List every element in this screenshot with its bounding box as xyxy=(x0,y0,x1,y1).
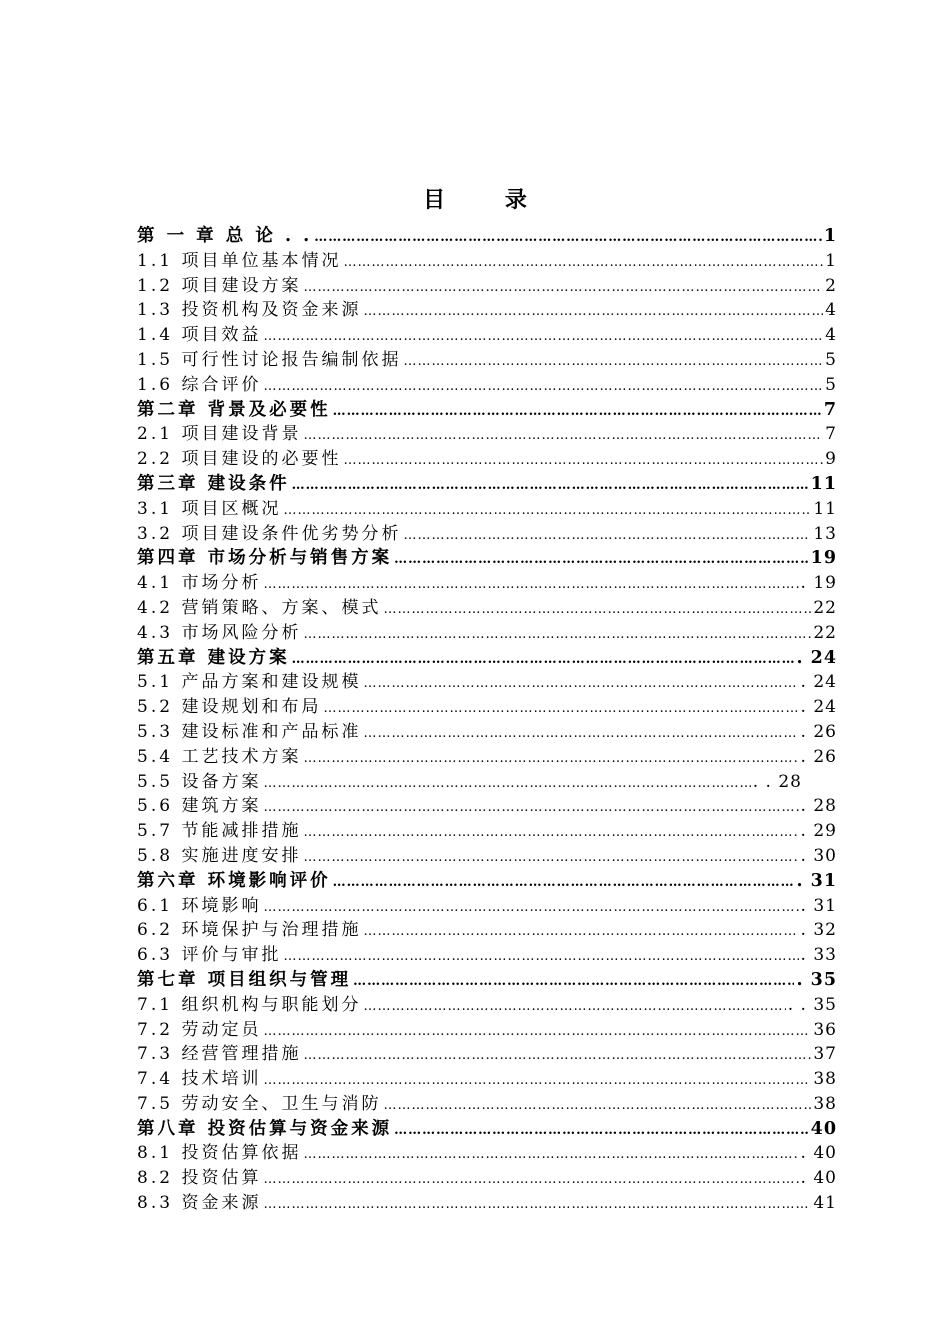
toc-dot-leader xyxy=(263,772,750,795)
toc-dot-leader xyxy=(363,300,823,323)
toc-section-entry[interactable] xyxy=(137,770,802,795)
toc-dot-leader xyxy=(303,747,798,770)
toc-page-number: . 40 xyxy=(800,1143,837,1164)
toc-dot-leader xyxy=(263,375,823,398)
toc-dot-leader xyxy=(303,1143,798,1166)
toc-entry-label: 第四章 市场分析与销售方案 xyxy=(137,548,393,569)
toc-page-number: 22 xyxy=(813,597,837,618)
toc-section-entry[interactable] xyxy=(137,1018,837,1043)
toc-section-entry[interactable] xyxy=(137,844,837,869)
toc-entry-label: 5.7 节能减排措施 xyxy=(137,821,302,842)
toc-page-number: 13 xyxy=(813,523,837,544)
toc-section-entry[interactable] xyxy=(137,670,837,695)
toc-section-entry[interactable] xyxy=(137,422,837,447)
toc-section-entry[interactable] xyxy=(137,1166,837,1191)
table-of-contents xyxy=(137,224,837,1216)
toc-chapter-entry[interactable] xyxy=(137,646,837,671)
toc-dot-leader xyxy=(292,648,795,671)
toc-entry-label: 5.8 实施进度安排 xyxy=(137,845,302,866)
toc-entry-label: 2.1 项目建设背景 xyxy=(137,424,302,445)
toc-dot-leader xyxy=(303,821,798,844)
toc-chapter-entry[interactable] xyxy=(137,968,837,993)
toc-page-number: . 28 xyxy=(800,796,837,817)
toc-page-number: . 30 xyxy=(800,845,837,866)
toc-dot-leader xyxy=(403,524,811,547)
toc-chapter-entry[interactable] xyxy=(137,472,837,497)
toc-section-entry[interactable] xyxy=(137,993,837,1018)
toc-page-number: . 31 xyxy=(796,870,837,891)
toc-page-number: 38 xyxy=(813,1069,837,1090)
toc-entry-label: 8.1 投资估算依据 xyxy=(137,1143,302,1164)
toc-section-entry[interactable] xyxy=(137,918,837,943)
toc-entry-label: 4.1 市场分析 xyxy=(137,573,262,594)
toc-dot-leader xyxy=(283,499,811,522)
toc-chapter-entry[interactable] xyxy=(137,398,837,423)
toc-dot-leader xyxy=(363,995,785,1018)
toc-page-number: . 29 xyxy=(800,821,837,842)
toc-dot-leader xyxy=(283,945,798,968)
toc-section-entry[interactable] xyxy=(137,621,837,646)
toc-chapter-entry[interactable] xyxy=(137,1117,837,1142)
toc-dot-leader xyxy=(323,697,798,720)
toc-page-number: 36 xyxy=(813,1019,837,1040)
toc-dot-leader xyxy=(263,573,798,596)
toc-dot-leader xyxy=(303,623,811,646)
toc-dot-leader xyxy=(333,871,795,894)
toc-entry-label: 5.3 建设标准和产品标准 xyxy=(137,721,362,742)
toc-entry-label: 第三章 建设条件 xyxy=(137,473,290,494)
toc-page-number: 2 xyxy=(825,275,837,296)
toc-dot-leader xyxy=(353,970,794,993)
toc-dot-leader xyxy=(263,1069,811,1092)
toc-entry-label: 第五章 建设方案 xyxy=(137,647,290,668)
toc-page-number: . 40 xyxy=(800,1168,837,1189)
toc-page-number: . 31 xyxy=(800,895,837,916)
toc-chapter-entry[interactable] xyxy=(137,224,837,249)
toc-section-entry[interactable] xyxy=(137,249,837,274)
toc-page-number: 5 xyxy=(825,374,837,395)
toc-chapter-entry[interactable] xyxy=(137,869,837,894)
toc-chapter-entry[interactable] xyxy=(137,546,837,571)
toc-section-entry[interactable] xyxy=(137,745,837,770)
toc-section-entry[interactable] xyxy=(137,1092,837,1117)
toc-section-entry[interactable] xyxy=(137,794,837,819)
toc-section-entry[interactable] xyxy=(137,894,837,919)
toc-section-entry[interactable] xyxy=(137,720,837,745)
toc-entry-label: 1.3 投资机构及资金来源 xyxy=(137,300,362,321)
toc-dot-leader xyxy=(363,672,798,695)
toc-page-number: . 33 xyxy=(800,945,837,966)
toc-section-entry[interactable] xyxy=(137,596,837,621)
toc-dot-leader xyxy=(363,920,798,943)
toc-entry-label: 7.1 组织机构与职能划分 xyxy=(137,994,362,1015)
toc-dot-leader xyxy=(303,276,823,299)
toc-section-entry[interactable] xyxy=(137,522,837,547)
toc-page-number: 7 xyxy=(823,399,837,420)
toc-entry-label: 4.2 营销策略、方案、模式 xyxy=(137,597,382,618)
toc-section-entry[interactable] xyxy=(137,1042,837,1067)
toc-page-number: 37 xyxy=(813,1044,837,1065)
toc-entry-label: 5.6 建筑方案 xyxy=(137,796,262,817)
toc-section-entry[interactable] xyxy=(137,943,837,968)
toc-page-number: . 26 xyxy=(800,721,837,742)
toc-dot-leader xyxy=(263,1193,811,1216)
toc-page-number: 1 xyxy=(825,250,837,271)
toc-dot-leader xyxy=(383,1094,811,1117)
toc-dot-leader xyxy=(263,1168,798,1191)
toc-entry-label: 第七章 项目组织与管理 xyxy=(137,969,352,990)
toc-dot-leader xyxy=(263,796,798,819)
toc-entry-label: 5.1 产品方案和建设规模 xyxy=(137,672,362,693)
toc-entry-label: 5.4 工艺技术方案 xyxy=(137,746,302,767)
toc-page-number: . 24 xyxy=(796,647,837,668)
toc-entry-label: 8.2 投资估算 xyxy=(137,1168,262,1189)
toc-section-entry[interactable] xyxy=(137,447,837,472)
toc-entry-label: 4.3 市场风险分析 xyxy=(137,622,302,643)
toc-dot-leader xyxy=(263,896,798,919)
toc-section-entry[interactable] xyxy=(137,695,837,720)
toc-section-entry[interactable] xyxy=(137,497,837,522)
toc-section-entry[interactable] xyxy=(137,274,837,299)
toc-dot-leader xyxy=(394,548,809,571)
toc-entry-label: 1.5 可行性讨论报告编制依据 xyxy=(137,349,402,370)
toc-page-number: . 24 xyxy=(800,697,837,718)
toc-section-entry[interactable] xyxy=(137,819,837,844)
toc-dot-leader xyxy=(263,325,823,348)
toc-page-number: 22 xyxy=(813,622,837,643)
toc-entry-label: 7.3 经营管理措施 xyxy=(137,1044,302,1065)
toc-page-number: 4 xyxy=(825,325,837,346)
toc-dot-leader xyxy=(343,251,823,274)
toc-page-number: . . 28 xyxy=(752,771,802,792)
toc-page-number: 9 xyxy=(825,449,837,470)
toc-dot-leader xyxy=(303,846,798,869)
toc-entry-label: 第 一 章 总 论 . . xyxy=(137,226,313,246)
toc-dot-leader xyxy=(363,722,798,745)
toc-entry-label: 5.2 建设规划和布局 xyxy=(137,697,322,718)
toc-dot-leader xyxy=(343,449,823,472)
toc-entry-label: 6.1 环境影响 xyxy=(137,895,262,916)
toc-dot-leader xyxy=(292,474,809,497)
toc-page-number: 1 xyxy=(823,226,837,246)
toc-page-number: 4 xyxy=(825,300,837,321)
toc-entry-label: 1.4 项目效益 xyxy=(137,325,262,346)
toc-dot-leader xyxy=(263,1020,811,1043)
toc-section-entry[interactable] xyxy=(137,348,837,373)
toc-page-number: 5 xyxy=(825,349,837,370)
toc-page-number: . 26 xyxy=(800,746,837,767)
toc-entry-label: 1.1 项目单位基本情况 xyxy=(137,250,342,271)
toc-page-number: . 35 xyxy=(796,969,837,990)
toc-page-number: . 32 xyxy=(800,920,837,941)
toc-dot-leader xyxy=(314,226,822,249)
toc-entry-label: 8.3 资金来源 xyxy=(137,1193,262,1214)
toc-entry-label: 第八章 投资估算与资金来源 xyxy=(137,1118,393,1139)
toc-entry-label: 第二章 背景及必要性 xyxy=(137,399,331,420)
toc-section-entry[interactable] xyxy=(137,373,837,398)
toc-section-entry[interactable] xyxy=(137,298,837,323)
toc-entry-label: 5.5 设备方案 xyxy=(137,771,262,792)
toc-page-number: 38 xyxy=(813,1093,837,1114)
toc-dot-leader xyxy=(333,400,822,423)
toc-entry-label: 2.2 项目建设的必要性 xyxy=(137,449,342,470)
toc-section-entry[interactable] xyxy=(137,1191,837,1216)
toc-entry-label: 6.3 评价与审批 xyxy=(137,945,282,966)
toc-page-number: 40 xyxy=(810,1118,837,1139)
toc-entry-label: 第六章 环境影响评价 xyxy=(137,870,331,891)
toc-title: 目 录 xyxy=(423,187,553,213)
toc-page-number: 19 xyxy=(810,548,837,569)
toc-page-number: 41 xyxy=(813,1193,837,1214)
toc-section-entry[interactable] xyxy=(137,323,837,348)
toc-entry-label: 7.5 劳动安全、卫生与消防 xyxy=(137,1093,382,1114)
toc-entry-label: 7.4 技术培训 xyxy=(137,1069,262,1090)
toc-dot-leader xyxy=(403,350,823,373)
toc-page-number: 11 xyxy=(810,473,837,494)
toc-page-number: . 24 xyxy=(800,672,837,693)
toc-dot-leader xyxy=(394,1119,809,1142)
toc-page-number: 11 xyxy=(813,498,837,519)
toc-page-number: 7 xyxy=(825,424,837,445)
toc-section-entry[interactable] xyxy=(137,1067,837,1092)
toc-dot-leader xyxy=(383,598,811,621)
toc-entry-label: 1.6 综合评价 xyxy=(137,374,262,395)
toc-dot-leader xyxy=(303,424,823,447)
toc-page-number: . 19 xyxy=(800,573,837,594)
toc-dot-leader xyxy=(303,1044,811,1067)
toc-entry-label: 6.2 环境保护与治理措施 xyxy=(137,920,362,941)
toc-section-entry[interactable] xyxy=(137,1141,837,1166)
toc-section-entry[interactable] xyxy=(137,571,837,596)
toc-page-number: . . 35 xyxy=(787,994,837,1015)
toc-entry-label: 3.1 项目区概况 xyxy=(137,498,282,519)
toc-entry-label: 7.2 劳动定员 xyxy=(137,1019,262,1040)
toc-entry-label: 3.2 项目建设条件优劣势分析 xyxy=(137,523,402,544)
toc-entry-label: 1.2 项目建设方案 xyxy=(137,275,302,296)
